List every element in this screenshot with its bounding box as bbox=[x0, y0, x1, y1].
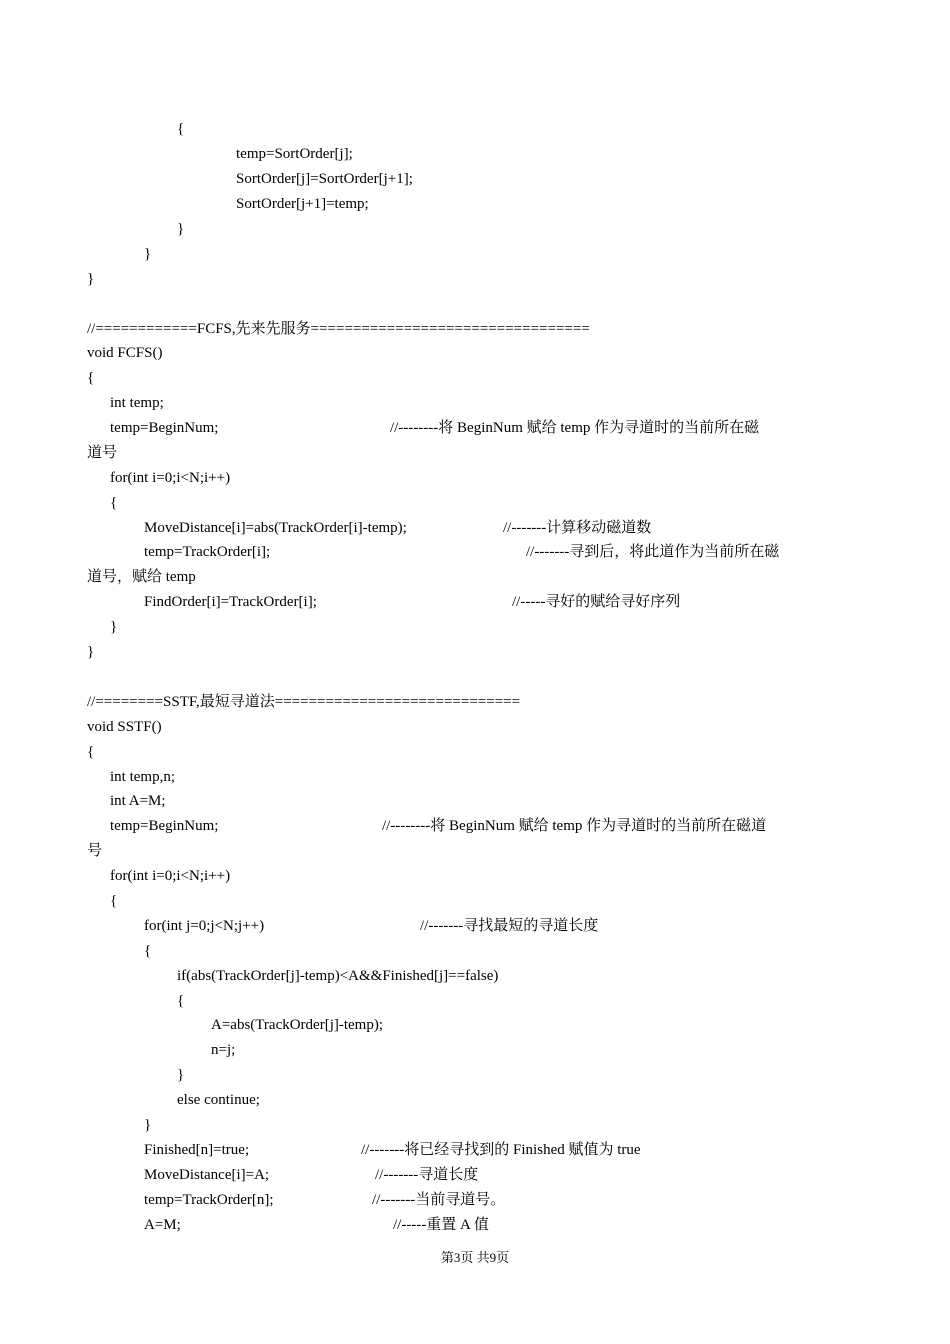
code-comment: //-----重置 A 值 bbox=[393, 1217, 489, 1233]
code-comment: //-------寻道长度 bbox=[375, 1167, 479, 1183]
page-footer: 第3页 共9页 bbox=[440, 1250, 510, 1265]
section-heading-sstf: //========SSTF,最短寻道法============================= bbox=[87, 694, 521, 710]
code-line: void SSTF() bbox=[87, 719, 162, 735]
code-line: MoveDistance[i]=abs(TrackOrder[i]-temp); bbox=[144, 520, 407, 536]
code-line: { bbox=[110, 893, 118, 909]
code-comment: //--------将 BeginNum 赋给 temp 作为寻道时的当前所在磁 bbox=[390, 420, 760, 436]
code-comment: //-----寻好的赋给寻好序列 bbox=[512, 594, 681, 610]
code-line: { bbox=[87, 744, 95, 760]
code-line: for(int j=0;j<N;j++) bbox=[144, 918, 265, 934]
code-line: temp=BeginNum; bbox=[110, 818, 219, 834]
code-line: { bbox=[144, 943, 152, 959]
code-comment: 道号 bbox=[87, 445, 118, 461]
code-line: } bbox=[87, 644, 95, 660]
code-line: SortOrder[j]=SortOrder[j+1]; bbox=[236, 171, 413, 187]
code-line: temp=TrackOrder[i]; bbox=[144, 544, 271, 560]
code-line: SortOrder[j+1]=temp; bbox=[236, 196, 369, 212]
code-line: int temp,n; bbox=[110, 769, 175, 785]
code-line: } bbox=[177, 221, 185, 237]
code-line: temp=TrackOrder[n]; bbox=[144, 1192, 274, 1208]
code-line: } bbox=[144, 246, 152, 262]
code-comment: 号 bbox=[87, 843, 103, 859]
code-comment: //-------寻找最短的寻道长度 bbox=[420, 918, 599, 934]
code-line: MoveDistance[i]=A; bbox=[144, 1167, 270, 1183]
code-line: if(abs(TrackOrder[j]-temp)<A&&Finished[j]==false) bbox=[177, 968, 499, 984]
code-comment: //--------将 BeginNum 赋给 temp 作为寻道时的当前所在磁道 bbox=[382, 818, 767, 834]
code-line: int temp; bbox=[110, 395, 164, 411]
code-line: for(int i=0;i<N;i++) bbox=[110, 470, 231, 486]
code-line: } bbox=[87, 271, 95, 287]
code-line: } bbox=[110, 619, 118, 635]
code-line: temp=BeginNum; bbox=[110, 420, 219, 436]
code-line: A=abs(TrackOrder[j]-temp); bbox=[211, 1017, 384, 1033]
code-line: void FCFS() bbox=[87, 345, 163, 361]
code-comment: //-------寻到后，将此道作为当前所在磁 bbox=[526, 544, 780, 560]
code-line: { bbox=[110, 495, 118, 511]
code-line: temp=SortOrder[j]; bbox=[236, 146, 353, 162]
code-comment: //-------将已经寻找到的 Finished 赋值为 true bbox=[361, 1142, 641, 1158]
code-comment: //-------计算移动磁道数 bbox=[503, 520, 652, 536]
code-line: { bbox=[87, 370, 95, 386]
code-line: } bbox=[177, 1067, 185, 1083]
section-heading-fcfs: //============FCFS,先来先服务================================= bbox=[87, 321, 590, 337]
code-line: } bbox=[144, 1117, 152, 1133]
code-line: int A=M; bbox=[110, 793, 166, 809]
code-line: FindOrder[i]=TrackOrder[i]; bbox=[144, 594, 317, 610]
code-line: n=j; bbox=[211, 1042, 236, 1058]
code-line: Finished[n]=true; bbox=[144, 1142, 250, 1158]
code-line: A=M; bbox=[144, 1217, 181, 1233]
code-line: { bbox=[177, 121, 185, 137]
code-comment: 道号，赋给 temp bbox=[87, 569, 196, 585]
code-line: else continue; bbox=[177, 1092, 260, 1108]
code-line: for(int i=0;i<N;i++) bbox=[110, 868, 231, 884]
code-comment: //-------当前寻道号。 bbox=[372, 1192, 506, 1208]
code-line: { bbox=[177, 993, 185, 1009]
